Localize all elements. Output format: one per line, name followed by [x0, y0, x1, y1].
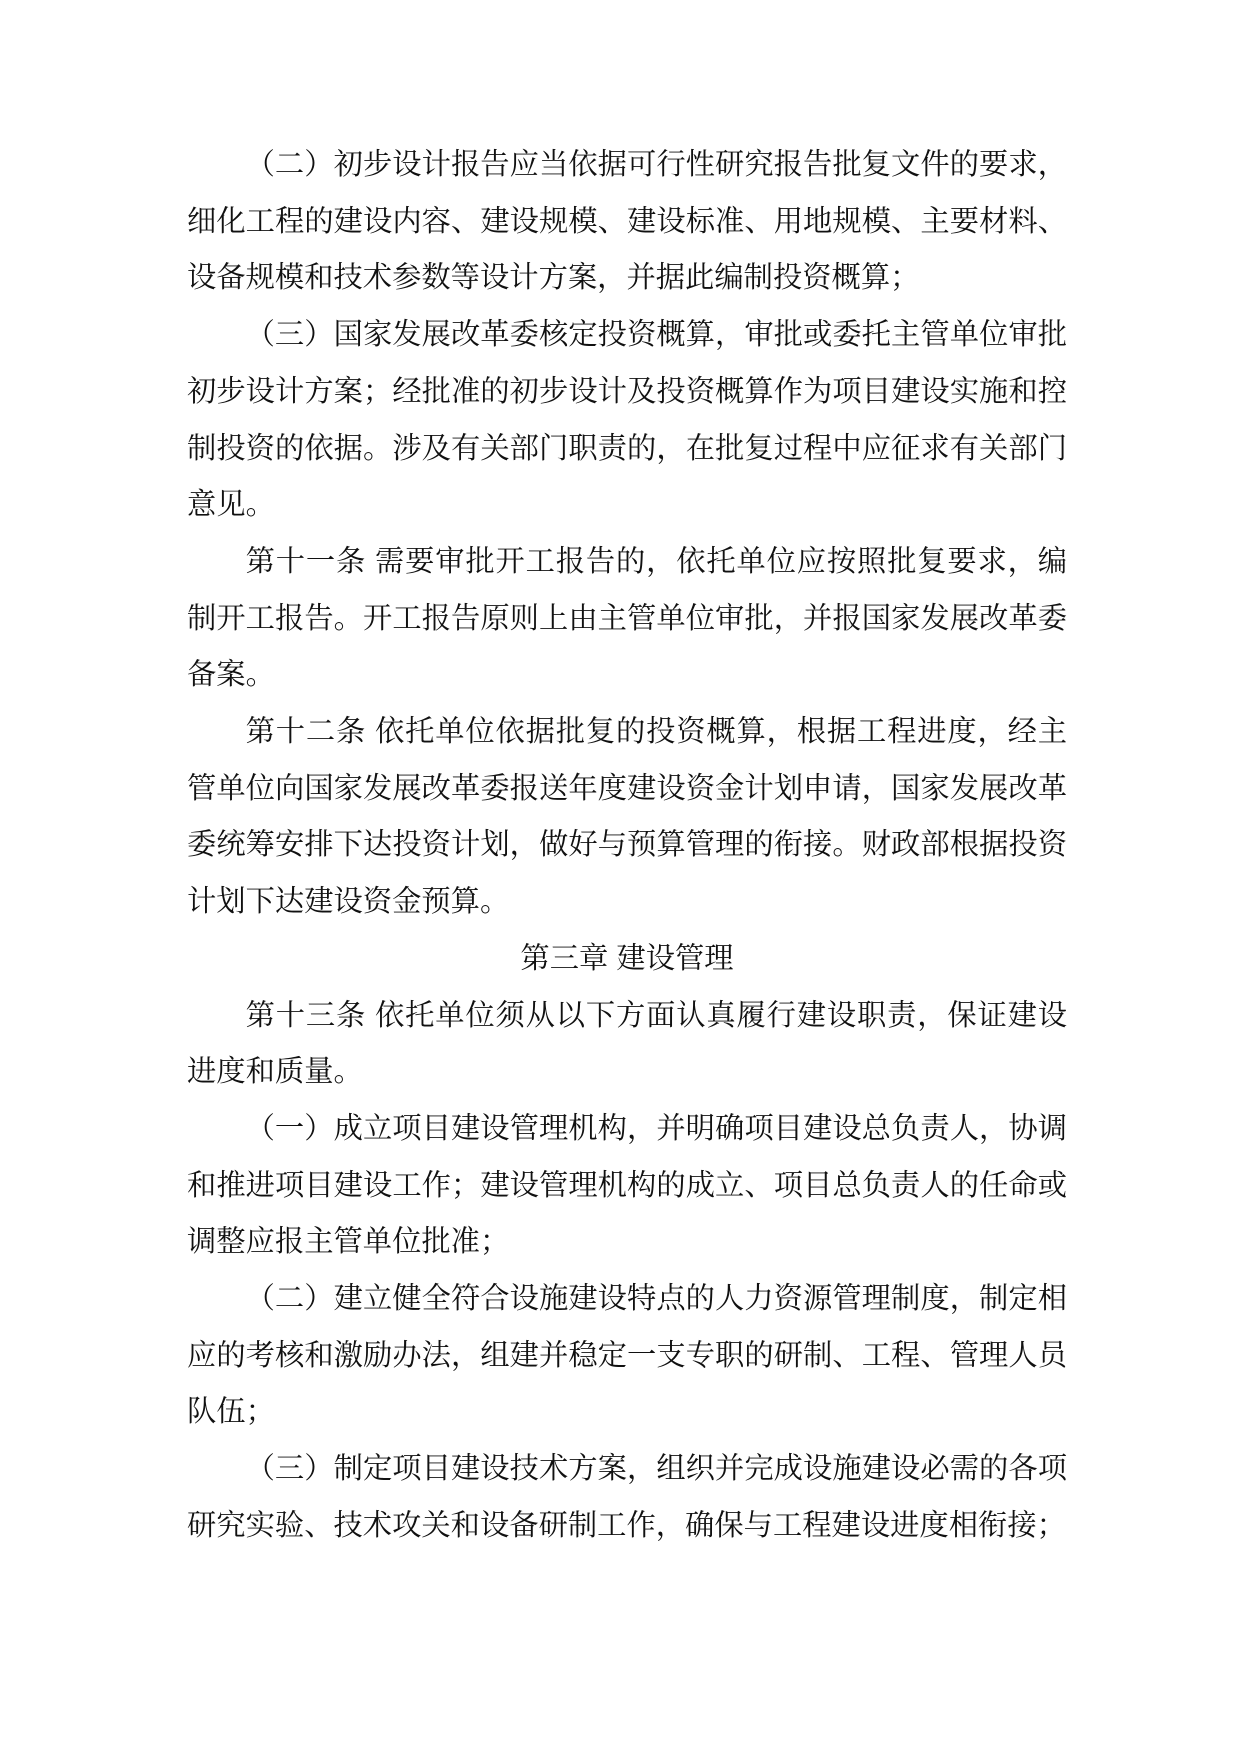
paragraph-item-3: （三）国家发展改革委核定投资概算，审批或委托主管单位审批初步设计方案；经批准的初步设计及投资概算作为项目建设实施和控制投资的依据。涉及有关部门职责的，在批复过程中应征求有关部门意见。 — [187, 318, 1067, 522]
chapter-heading: 第三章 建设管理 — [520, 941, 734, 975]
paragraph-subitem-3: （三）制定项目建设技术方案，组织并完成设施建设必需的各项研究实验、技术攻关和设备研制工作，确保与工程建设进度相衔接； — [187, 1452, 1067, 1542]
paragraph-item-2: （二）初步设计报告应当依据可行性研究报告批复文件的要求，细化工程的建设内容、建设规模、建设标准、用地规模、主要材料、设备规模和技术参数等设计方案，并据此编制投资概算； — [187, 148, 1067, 295]
paragraph-article-13: 第十三条 依托单位须从以下方面认真履行建设职责，保证建设进度和质量。 — [187, 998, 1067, 1089]
paragraph-article-11: 第十一条 需要审批开工报告的，依托单位应按照批复要求，编制开工报告。开工报告原则上由主管单位审批，并报国家发展改革委备案。 — [187, 544, 1067, 692]
paragraph-subitem-1: （一）成立项目建设管理机构，并明确项目建设总负责人，协调和推进项目建设工作；建设管理机构的成立、项目总负责人的任命或调整应报主管单位批准； — [187, 1111, 1067, 1259]
paragraph-subitem-2: （二）建立健全符合设施建设特点的人力资源管理制度，制定相应的考核和激励办法，组建并稳定一支专职的研制、工程、管理人员队伍； — [187, 1282, 1067, 1429]
document-text-block — [187, 137, 1067, 1555]
paragraph-article-12: 第十二条 依托单位依据批复的投资概算，根据工程进度，经主管单位向国家发展改革委报送年度建设资金计划申请，国家发展改革委统筹安排下达投资计划，做好与预算管理的衔接。财政部根据投资计划下达建设资金预算。 — [187, 715, 1067, 919]
